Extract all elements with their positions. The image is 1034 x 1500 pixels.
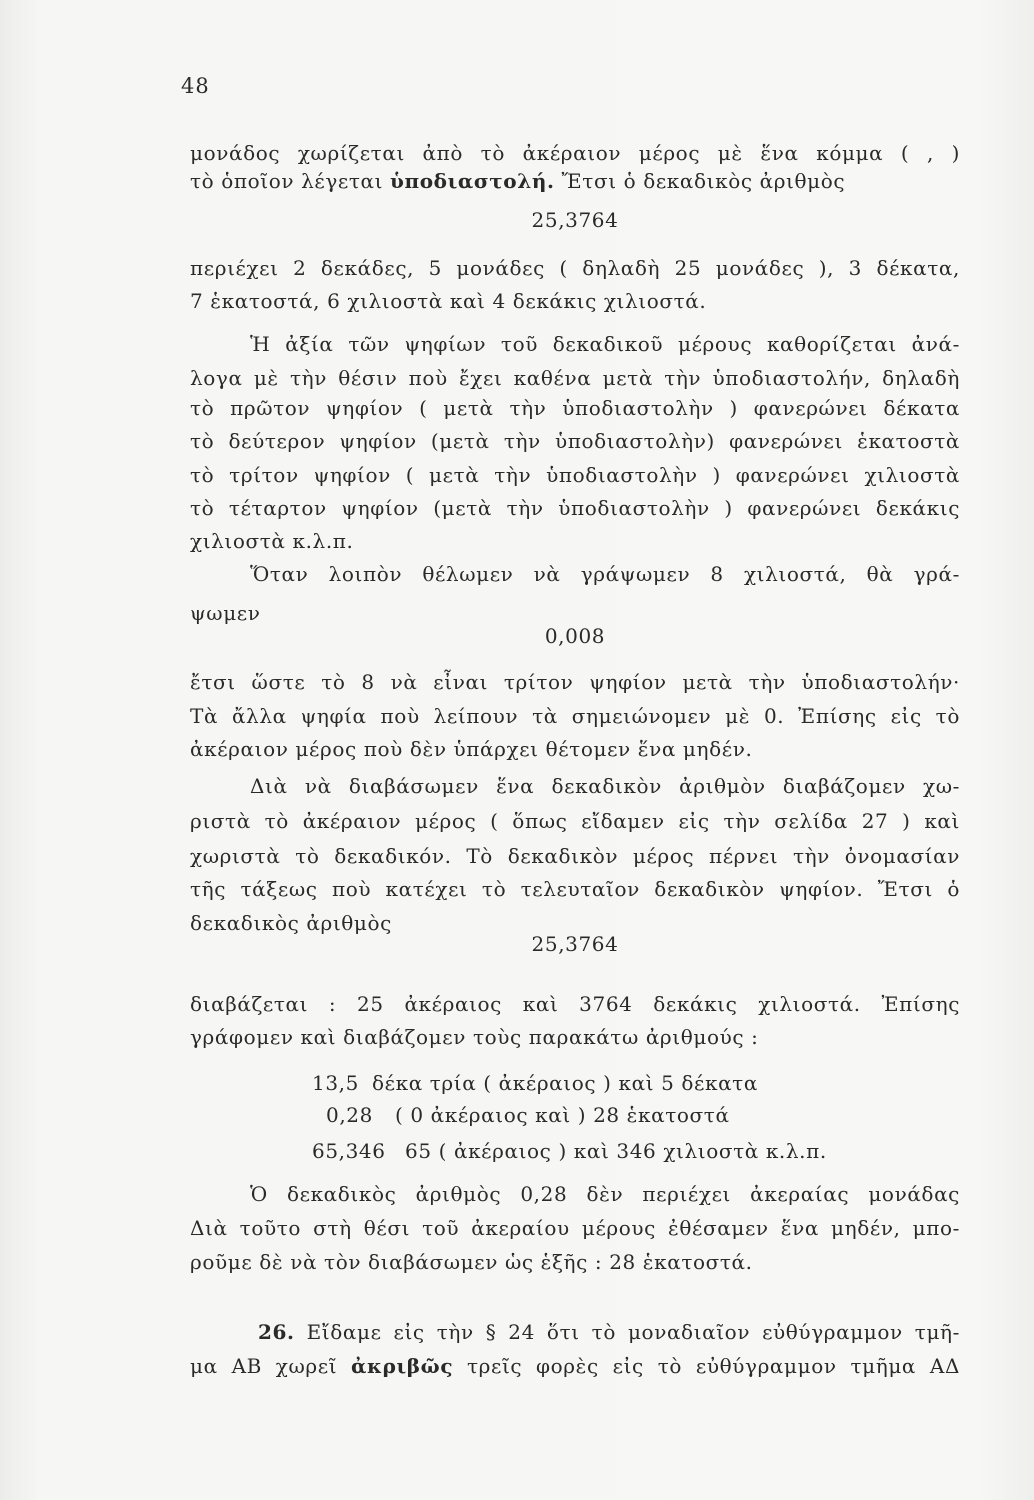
text-line: [190, 171, 960, 191]
text-line: χωριστὰ τὸ δεκαδικόν. Τὸ δεκαδικὸν μέρος πέρνει τὴν ὀνομασίαν: [190, 844, 960, 868]
term-exactly: ἀκριβῶς: [351, 1354, 454, 1378]
text-run: τὸ ὁποῖον λέγεται: [190, 169, 391, 193]
text-line: Διὰ τοῦτο στὴ θέσι τοῦ ἀκεραίου μέρους ἐθέσαμεν ἕνα μηδέν, μπο-: [190, 1216, 960, 1240]
text-line: Διὰ νὰ διαβάσωμεν ἕνα δεκαδικὸν ἀριθμὸν διαβάζομεν χω-: [250, 774, 960, 798]
example-number: 0,008: [544, 624, 606, 648]
example-number: 0,28: [326, 1103, 373, 1127]
section-number: 26.: [258, 1320, 295, 1344]
text-run: μα ΑΒ χωρεῖ: [190, 1354, 352, 1378]
text-line: Τὰ ἄλλα ψηφία ποὺ λείπουν τὰ σημειώνομεν μὲ 0. Ἐπίσης εἰς τὸ: [190, 704, 960, 728]
text-line: ψωμεν: [190, 601, 261, 625]
example-number: 25,3764: [531, 932, 619, 956]
text-run: Ἔτσι ὁ δεκαδικὸς ἀριθμὸς: [554, 169, 846, 193]
text-line: δεκαδικὸς ἀριθμὸς: [190, 911, 392, 935]
text-line: διαβάζεται : 25 ἀκέραιος καὶ 3764 δεκάκις χιλιοστά. Ἐπίσης: [190, 992, 960, 1016]
example-number: 65,346: [312, 1139, 386, 1163]
text-run: Εἴδαμε εἰς τὴν § 24 ὅτι τὸ μοναδιαῖον εὐθύγραμμον τμῆ-: [294, 1320, 960, 1344]
term-decimal-point: ὑποδιαστολή.: [390, 169, 555, 193]
text-line: γράφομεν καὶ διαβάζομεν τοὺς παρακάτω ἀριθμούς :: [190, 1025, 759, 1049]
example-number: 25,3764: [531, 208, 619, 232]
page-number: 48: [181, 74, 210, 98]
example-number: 13,5: [312, 1071, 359, 1095]
text-line: 7 ἑκατοστά, 6 χιλιοστὰ καὶ 4 δεκάκις χιλιοστά.: [190, 289, 707, 313]
example-reading: δέκα τρία ( ἀκέραιος ) καὶ 5 δέκατα: [372, 1071, 758, 1095]
text-line: χιλιοστὰ κ.λ.π.: [190, 529, 354, 553]
example-reading: ( 0 ἀκέραιος καὶ ) 28 ἑκατοστά: [395, 1103, 730, 1127]
text-line: λογα μὲ τὴν θέσιν ποὺ ἔχει καθένα μετὰ τὴν ὑποδιαστολήν, δηλαδὴ: [190, 366, 960, 390]
text-line: [190, 1322, 960, 1342]
text-line: ἀκέραιον μέρος ποὺ δὲν ὑπάρχει θέτομεν ἕνα μηδέν.: [190, 737, 753, 761]
text-line: τὸ τρίτον ψηφίον ( μετὰ τὴν ὑποδιαστολὴν ) φανερώνει χιλιοστὰ: [190, 463, 960, 487]
text-line: Ὁ δεκαδικὸς ἀριθμὸς 0,28 δὲν περιέχει ἀκεραίας μονάδας: [250, 1182, 960, 1206]
example-reading: 65 ( ἀκέραιος ) καὶ 346 χιλιοστὰ κ.λ.π.: [405, 1139, 827, 1163]
text-line: ροῦμε δὲ νὰ τὸν διαβάσωμεν ὡς ἑξῆς : 28 ἑκατοστά.: [190, 1250, 753, 1274]
text-line: Ἡ ἀξία τῶν ψηφίων τοῦ δεκαδικοῦ μέρους καθορίζεται ἀνά-: [250, 332, 960, 356]
text-line: μονάδος χωρίζεται ἀπὸ τὸ ἀκέραιον μέρος μὲ ἕνα κόμμα ( , ): [190, 141, 960, 165]
text-line: [190, 1356, 960, 1376]
text-line: τῆς τάξεως ποὺ κατέχει τὸ τελευταῖον δεκαδικὸν ψηφίον. Ἔτσι ὁ: [190, 877, 960, 901]
text-line: τὸ τέταρτον ψηφίον (μετὰ τὴν ὑποδιαστολὴν ) φανερώνει δεκάκις: [190, 496, 960, 520]
text-run: τρεῖς φορὲς εἰς τὸ εὐθύγραμμον τμῆμα ΑΔ: [453, 1354, 960, 1378]
text-line: ριστὰ τὸ ἀκέραιον μέρος ( ὅπως εἴδαμεν εἰς τὴν σελίδα 27 ) καὶ: [190, 809, 960, 833]
text-line: περιέχει 2 δεκάδες, 5 μονάδες ( δηλαδὴ 25 μονάδες ), 3 δέκατα,: [190, 256, 960, 280]
text-line: τὸ πρῶτον ψηφίον ( μετὰ τὴν ὑποδιαστολὴν ) φανερώνει δέκατα: [190, 396, 960, 420]
text-line: ἔτσι ὥστε τὸ 8 νὰ εἶναι τρίτον ψηφίον μετὰ τὴν ὑποδιαστολήν·: [190, 670, 960, 694]
text-line: τὸ δεύτερον ψηφίον (μετὰ τὴν ὑποδιαστολὴν) φανερώνει ἑκατοστὰ: [190, 429, 960, 453]
text-line: Ὅταν λοιπὸν θέλωμεν νὰ γράψωμεν 8 χιλιοστά, θὰ γρά-: [250, 562, 960, 586]
